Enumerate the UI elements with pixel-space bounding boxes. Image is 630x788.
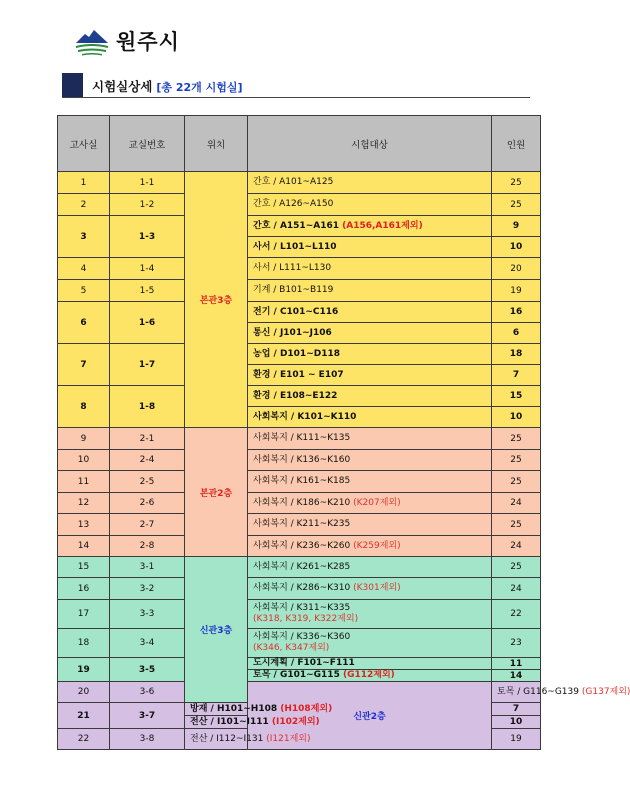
classroom-number: 1-1 <box>110 172 185 194</box>
subject-cell <box>248 407 492 428</box>
subject-text: 전산 / I101~I111 <box>190 716 269 727</box>
table-row <box>58 344 541 365</box>
classroom-number: 3-7 <box>110 703 185 729</box>
subject-text: 사회복지 / K111~K135 <box>253 433 351 443</box>
classroom-number: 1-5 <box>110 280 185 302</box>
section-title <box>92 77 243 95</box>
classroom-number: 1-3 <box>110 216 185 258</box>
subject-text: 전산 / I112~I131 <box>190 733 264 744</box>
classroom-number: 2-6 <box>110 493 185 514</box>
subject-cell <box>185 716 320 729</box>
table-row <box>58 471 541 493</box>
subject-text: 사회복지 / K161~K185 <box>253 476 351 486</box>
count-cell: 16 <box>492 302 541 323</box>
subject-text: 사서 / L111~L130 <box>253 263 332 273</box>
subject-cell <box>248 280 492 302</box>
table-row <box>58 216 541 237</box>
subject-text: 방재 / H101~H108 <box>190 703 278 714</box>
room-number: 11 <box>58 471 110 493</box>
col-header-location: 위치 <box>185 116 248 172</box>
section-title-text: 시험실상세 <box>92 79 153 94</box>
classroom-number: 2-7 <box>110 514 185 536</box>
subject-text: 토목 / G116~G139 <box>497 686 579 697</box>
col-header-classroom: 교실번호 <box>110 116 185 172</box>
subject-cell <box>248 194 492 216</box>
subject-text: 사회복지 / K311~K335 <box>253 603 351 613</box>
location-cell: 본관2층 <box>185 428 248 557</box>
table-row <box>58 514 541 536</box>
count-cell: 9 <box>492 216 541 237</box>
count-cell: 25 <box>492 471 541 493</box>
room-number: 20 <box>58 682 110 703</box>
count-cell: 18 <box>492 344 541 365</box>
table-row <box>58 493 541 514</box>
count-cell: 20 <box>492 258 541 280</box>
classroom-number: 3-2 <box>110 578 185 600</box>
header-accent-block <box>62 73 83 97</box>
exam-room-table <box>57 115 630 750</box>
wonju-emblem-icon <box>74 26 110 56</box>
subject-cell <box>248 514 492 536</box>
subject-text: 사회복지 / K286~K310 <box>253 583 351 593</box>
room-number: 2 <box>58 194 110 216</box>
classroom-number: 3-3 <box>110 600 185 629</box>
table-row <box>58 450 541 471</box>
count-cell: 6 <box>492 323 541 344</box>
subject-cell <box>492 682 630 703</box>
subject-text: 토목 / G101~G115 <box>253 670 340 680</box>
classroom-number: 3-8 <box>110 729 185 750</box>
count-cell: 7 <box>492 365 541 386</box>
room-number: 6 <box>58 302 110 344</box>
table-row <box>58 682 541 703</box>
col-header-count: 인원 <box>492 116 541 172</box>
room-number: 12 <box>58 493 110 514</box>
room-number: 21 <box>58 703 110 729</box>
exclusion-note: (A156,A161제외) <box>342 220 423 231</box>
subject-text: 도시계획 / F101~F111 <box>253 658 355 668</box>
classroom-number: 1-7 <box>110 344 185 386</box>
table-row <box>58 194 541 216</box>
subject-cell <box>248 658 492 670</box>
count-cell: 22 <box>492 600 541 629</box>
location-cell: 본관3층 <box>185 172 248 428</box>
count-cell: 19 <box>492 729 541 750</box>
location-cell: 신관2층 <box>248 682 492 750</box>
subject-text: 사회복지 / K211~K235 <box>253 519 351 529</box>
subject-cell <box>248 216 492 237</box>
table-row <box>58 658 541 670</box>
room-number: 5 <box>58 280 110 302</box>
room-number: 10 <box>58 450 110 471</box>
subject-cell <box>248 557 492 578</box>
classroom-number: 1-6 <box>110 302 185 344</box>
table-row <box>58 557 541 578</box>
city-name: 원주시 <box>116 30 180 54</box>
room-number: 19 <box>58 658 110 682</box>
subject-text: 간호 / A151~A161 <box>253 220 339 231</box>
subject-text: 환경 / E101 ~ E107 <box>253 369 344 380</box>
count-cell: 7 <box>492 703 541 716</box>
subject-text: 기계 / B101~B119 <box>253 285 334 295</box>
count-cell: 14 <box>492 670 541 682</box>
room-number: 7 <box>58 344 110 386</box>
room-number: 13 <box>58 514 110 536</box>
table-row <box>58 258 541 280</box>
table-row <box>58 629 541 658</box>
subject-cell <box>185 729 311 750</box>
subject-text: 사회복지 / K186~K210 <box>253 497 351 508</box>
count-cell: 24 <box>492 536 541 557</box>
subject-cell <box>248 323 492 344</box>
table-row <box>58 600 541 629</box>
classroom-number: 1-2 <box>110 194 185 216</box>
section-subtitle: [총 22개 시험실] <box>156 81 243 94</box>
subject-cell <box>248 629 492 658</box>
count-cell: 25 <box>492 194 541 216</box>
location-cell: 신관3층 <box>185 557 248 703</box>
count-cell: 19 <box>492 280 541 302</box>
subject-cell <box>185 703 333 716</box>
subject-text: 간호 / A101~A125 <box>253 177 334 187</box>
room-number: 4 <box>58 258 110 280</box>
classroom-number: 2-5 <box>110 471 185 493</box>
subject-cell <box>248 578 492 600</box>
subject-cell <box>248 344 492 365</box>
classroom-number: 2-1 <box>110 428 185 450</box>
count-cell: 25 <box>492 557 541 578</box>
exclusion-note: (K259제외) <box>353 540 401 551</box>
table-header-row <box>58 116 541 172</box>
classroom-number: 2-8 <box>110 536 185 557</box>
exclusion-note: (I102제외) <box>271 716 320 727</box>
count-cell: 11 <box>492 658 541 670</box>
col-header-room: 고사실 <box>58 116 110 172</box>
count-cell: 10 <box>492 716 541 729</box>
exclusion-note: (H108제외) <box>280 703 333 714</box>
section-header <box>62 73 530 98</box>
room-number: 1 <box>58 172 110 194</box>
count-cell: 25 <box>492 172 541 194</box>
subject-text: 환경 / E108~E122 <box>253 390 338 401</box>
subject-text: 전기 / C101~C116 <box>253 306 339 317</box>
room-number: 17 <box>58 600 110 629</box>
subject-cell <box>248 471 492 493</box>
city-logo <box>74 24 180 58</box>
exclusion-note: (I121제외) <box>266 733 311 744</box>
subject-cell <box>248 172 492 194</box>
classroom-number: 3-6 <box>110 682 185 703</box>
table-row <box>58 578 541 600</box>
exclusion-note: (K346, K347제외) <box>253 643 330 653</box>
table-row <box>58 280 541 302</box>
count-cell: 10 <box>492 407 541 428</box>
subject-text: 사회복지 / K136~K160 <box>253 454 351 465</box>
room-number: 3 <box>58 216 110 258</box>
classroom-number: 3-1 <box>110 557 185 578</box>
count-cell: 25 <box>492 450 541 471</box>
col-header-subject: 시험대상 <box>248 116 492 172</box>
count-cell: 25 <box>492 514 541 536</box>
subject-cell <box>248 536 492 557</box>
subject-cell <box>248 237 492 258</box>
classroom-number: 1-4 <box>110 258 185 280</box>
subject-cell <box>248 600 492 629</box>
room-number: 16 <box>58 578 110 600</box>
subject-text: 사회복지 / K101~K110 <box>253 411 357 422</box>
count-cell: 23 <box>492 629 541 658</box>
count-cell: 15 <box>492 386 541 407</box>
exclusion-note: (K301제외) <box>353 583 401 593</box>
count-cell: 25 <box>492 428 541 450</box>
count-cell: 24 <box>492 578 541 600</box>
subject-text: 사서 / L101~L110 <box>253 241 337 252</box>
subject-text: 농업 / D101~D118 <box>253 348 340 359</box>
exclusion-note: (K318, K319, K322제외) <box>253 614 359 624</box>
table-row <box>58 428 541 450</box>
room-number: 14 <box>58 536 110 557</box>
exclusion-note: (K207제외) <box>353 497 401 508</box>
exclusion-note: (G112제외) <box>342 670 395 680</box>
classroom-number: 3-4 <box>110 629 185 658</box>
subject-cell <box>248 258 492 280</box>
subject-cell <box>248 670 492 682</box>
count-cell: 24 <box>492 493 541 514</box>
room-number: 8 <box>58 386 110 428</box>
table-row <box>58 536 541 557</box>
classroom-number: 1-8 <box>110 386 185 428</box>
room-number: 15 <box>58 557 110 578</box>
room-number: 9 <box>58 428 110 450</box>
subject-cell <box>248 450 492 471</box>
subject-cell <box>248 428 492 450</box>
subject-cell <box>248 365 492 386</box>
subject-text: 사회복지 / K336~K360 <box>253 632 351 642</box>
exclusion-note: (G137제외) <box>581 686 630 697</box>
subject-text: 통신 / J101~J106 <box>253 327 332 338</box>
subject-text: 사회복지 / K236~K260 <box>253 540 351 551</box>
subject-cell <box>248 493 492 514</box>
subject-text: 간호 / A126~A150 <box>253 199 334 209</box>
room-number: 18 <box>58 629 110 658</box>
table-row <box>58 302 541 323</box>
subject-cell <box>248 386 492 407</box>
room-number: 22 <box>58 729 110 750</box>
classroom-number: 3-5 <box>110 658 185 682</box>
subject-text: 사회복지 / K261~K285 <box>253 561 351 572</box>
classroom-number: 2-4 <box>110 450 185 471</box>
subject-cell <box>248 302 492 323</box>
table-row <box>58 386 541 407</box>
count-cell: 10 <box>492 237 541 258</box>
table-row <box>58 172 541 194</box>
